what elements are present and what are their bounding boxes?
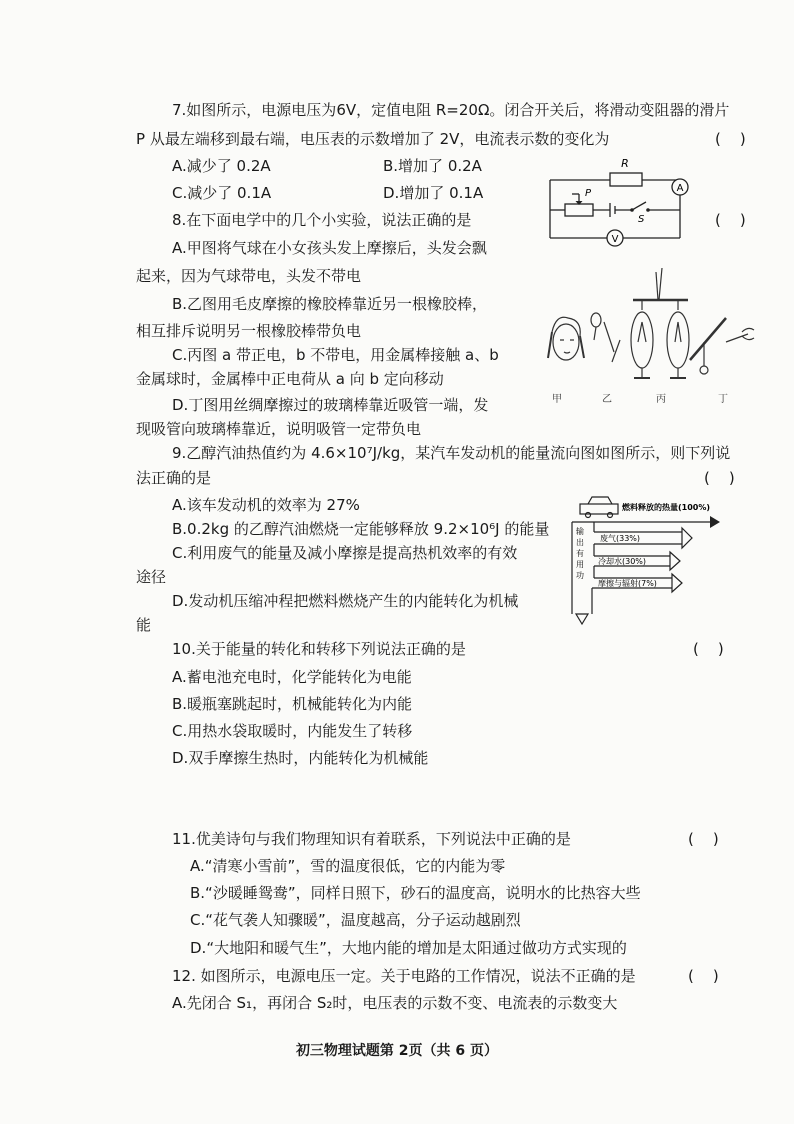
q9-option-d-line1: D.发动机压缩冲程把燃料燃烧产生的内能转化为机械 xyxy=(172,592,519,610)
q9-option-c-line2: 途径 xyxy=(136,568,167,586)
q10-option-b: B.暖瓶塞跳起时，机械能转化为内能 xyxy=(172,695,413,713)
rheostat-symbol xyxy=(565,204,593,216)
fig-label-ding: 丁 xyxy=(718,394,728,405)
q12-answer-paren: ( ) xyxy=(688,967,719,985)
q7-option-c: C.减少了 0.1A xyxy=(172,184,272,202)
q9-option-a: A.该车发动机的效率为 27% xyxy=(172,496,360,514)
switch-s-symbol xyxy=(632,202,646,210)
fig-label-bing: 丙 xyxy=(656,394,666,405)
fig-label-jia: 甲 xyxy=(552,394,562,405)
q8-answer-paren: ( ) xyxy=(715,211,746,229)
q7-option-a: A.减少了 0.2A xyxy=(172,157,271,175)
q8-option-a-line2: 起来，因为气球带电，头发不带电 xyxy=(136,267,362,285)
q9-stem-line1: 9.乙醇汽油热值约为 4.6×10⁷J/kg，某汽车发动机的能量流向图如图所示，则下列说 xyxy=(172,444,731,462)
resistor-r-symbol xyxy=(610,173,642,186)
resistor-r-label: R xyxy=(621,157,629,170)
q11-option-d: D.“大地阳和暖气生”，大地内能的增加是太阳通过做功方式实现的 xyxy=(190,939,627,957)
q9-answer-paren: ( ) xyxy=(704,469,735,487)
q8-option-d-line2: 现吸管向玻璃棒靠近，说明吸管一定带负电 xyxy=(136,420,422,438)
q7-option-b: B.增加了 0.2A xyxy=(383,157,482,175)
q11-option-a: A.“清寒小雪前”，雪的温度很低，它的内能为零 xyxy=(190,857,506,875)
fig-label-yi: 乙 xyxy=(602,394,612,405)
q9-option-d-line2: 能 xyxy=(136,616,152,634)
q9-energy-flow-diagram xyxy=(562,492,722,632)
q8-experiment-figure xyxy=(538,262,760,412)
page-footer: 初三物理试题第 2页（共 6 页） xyxy=(295,1043,499,1059)
q10-answer-paren: ( ) xyxy=(693,640,724,658)
electroscopes-sketch xyxy=(631,268,689,378)
slider-p-label: P xyxy=(585,188,592,199)
flow-label-output: 输出有用功 xyxy=(576,527,584,580)
ammeter-label: A xyxy=(676,183,684,194)
q10-option-a: A.蓄电池充电时，化学能转化为电能 xyxy=(172,668,412,686)
q7-stem-line1: 7.如图所示，电源电压为6V，定值电阻 R=20Ω。闭合开关后，将滑动变阻器的滑片 xyxy=(172,101,730,119)
q8-option-b-line2: 相互排斥说明另一根橡胶棒带负电 xyxy=(136,322,362,340)
q11-answer-paren: ( ) xyxy=(688,830,719,848)
girl-balloon-sketch xyxy=(548,313,601,360)
q7-option-d: D.增加了 0.1A xyxy=(383,184,484,202)
q8-stem: 8.在下面电学中的几个小实验，说法正确的是 xyxy=(172,211,472,229)
q9-stem-line2: 法正确的是 xyxy=(136,469,212,487)
q8-option-a-line1: A.甲图将气球在小女孩头发上摩擦后，头发会飘 xyxy=(172,239,487,257)
straw-glass-rod-sketch xyxy=(690,318,754,374)
q7-answer-paren: ( ) xyxy=(715,130,746,148)
flow-label-fuel: 燃料释放的热量(100%) xyxy=(622,503,711,512)
q12-option-a: A.先闭合 S₁，再闭合 S₂时，电压表的示数不变、电流表的示数变大 xyxy=(172,994,618,1012)
flow-label-friction: 摩擦与辐射(7%) xyxy=(598,579,657,588)
q7-stem-line2: P 从最左端移到最右端，电压表的示数增加了 2V，电流表示数的变化为 xyxy=(136,130,610,148)
q8-option-c-line1: C.丙图 a 带正电，b 不带电，用金属棒接触 a、b xyxy=(172,346,499,364)
flow-label-cooling: 冷却水(30%) xyxy=(598,557,647,566)
q11-option-c: C.“花气袭人知骤暖”，温度越高，分子运动越剧烈 xyxy=(190,911,521,929)
switch-s-label: S xyxy=(638,214,645,225)
q10-stem: 10.关于能量的转化和转移下列说法正确的是 xyxy=(172,640,466,658)
q7-circuit-diagram xyxy=(540,150,690,250)
car-icon xyxy=(580,497,618,518)
q9-option-c-line1: C.利用废气的能量及减小摩擦是提高热机效率的有效 xyxy=(172,544,518,562)
q8-option-b-line1: B.乙图用毛皮摩擦的橡胶棒靠近另一根橡胶棒， xyxy=(172,295,488,313)
rubber-rods-sketch xyxy=(604,322,620,362)
q10-option-c: C.用热水袋取暖时，内能发生了转移 xyxy=(172,722,413,740)
voltmeter-label: V xyxy=(611,234,619,245)
q11-stem: 11.优美诗句与我们物理知识有着联系，下列说法中正确的是 xyxy=(172,830,571,848)
q11-option-b: B.“沙暖睡鸳鸯”，同样日照下，砂石的温度高，说明水的比热容大些 xyxy=(190,884,641,902)
q9-option-b: B.0.2kg 的乙醇汽油燃烧一定能够释放 9.2×10⁶J 的能量 xyxy=(172,520,550,538)
q8-option-d-line1: D.丁图用丝绸摩擦过的玻璃棒靠近吸管一端，发 xyxy=(172,396,489,414)
q8-option-c-line2: 金属球时，金属棒中正电荷从 a 向 b 定向移动 xyxy=(136,370,444,388)
q12-stem: 12. 如图所示，电源电压一定。关于电路的工作情况，说法不正确的是 xyxy=(172,967,636,985)
q10-option-d: D.双手摩擦生热时，内能转化为机械能 xyxy=(172,749,429,767)
flow-label-exhaust: 废气(33%) xyxy=(600,534,641,543)
